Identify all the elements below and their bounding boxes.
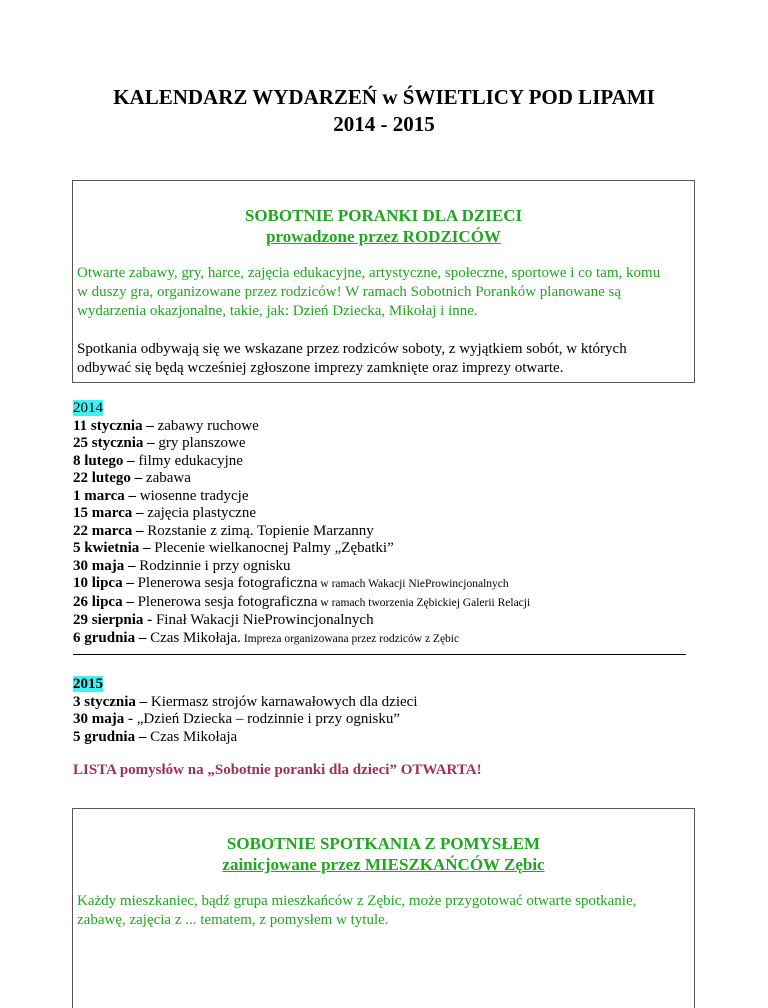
section-box-sobotnie-poranki xyxy=(72,180,695,383)
list-item: 3 stycznia – Kiermasz strojów karnawałowych dla dzieci xyxy=(73,693,418,710)
text-line: w duszy gra, organizowane przez rodziców! W ramach Sobotnich Poranków planowane są xyxy=(77,284,621,300)
list-item: 8 lutego – filmy edukacyjne xyxy=(73,452,243,469)
list-item: 30 maja – Rodzinnie i przy ognisku xyxy=(73,557,291,574)
list-item: 15 marca – zajęcia plastyczne xyxy=(73,505,256,521)
list-item: 5 grudnia – Czas Mikołaja xyxy=(73,728,238,745)
text-line: Spotkania odbywają się we wskazane przez rodziców soboty, z wyjątkiem sobót, w których xyxy=(77,341,627,357)
list-item: 26 lipca – Plenerowa sesja fotograficzna w ramach tworzenia Zębickiej Galerii Relacji xyxy=(73,593,531,610)
text-line: odbywać się będą wcześniej zgłoszone imprezy zamknięte oraz imprezy otwarte. xyxy=(77,360,564,376)
text-line: Każdy mieszkaniec, bądź grupa mieszkańców z Zębic, może przygotować otwarte spotkanie, xyxy=(77,893,637,909)
section-schedule-note xyxy=(73,340,694,378)
list-item: 11 stycznia – zabawy ruchowe xyxy=(73,417,259,434)
year-label: 2014 xyxy=(73,400,103,416)
section-heading-title: SOBOTNIE SPOTKANIA Z POMYSŁEM xyxy=(226,834,541,853)
list-item: 30 maja - „Dzień Dziecka – rodzinnie i przy ognisku” xyxy=(73,711,400,727)
section-heading xyxy=(73,833,694,875)
section-heading-subtitle: prowadzone przez RODZICÓW xyxy=(266,227,501,246)
year-label: 2015 xyxy=(73,676,103,692)
title-line-1: KALENDARZ WYDARZEŃ w ŚWIETLICY POD LIPAMI xyxy=(113,85,655,109)
text-line: Otwarte zabawy, gry, harce, zajęcia edukacyjne, artystyczne, społeczne, sportowe i co tam, komu xyxy=(77,265,661,281)
list-item: 10 lipca – Plenerowa sesja fotograficzna w ramach Wakacji NieProwincjonalnych xyxy=(73,575,509,591)
divider xyxy=(73,654,686,655)
section-heading xyxy=(73,205,694,247)
events-list-2015 xyxy=(73,676,418,746)
section-description xyxy=(73,264,694,321)
section-box-spotkania-z-pomyslem xyxy=(72,808,695,1008)
page-title xyxy=(0,84,768,138)
ideas-list-announcement: LISTA pomysłów na „Sobotnie poranki dla dzieci” OTWARTA! xyxy=(73,762,482,778)
section-description xyxy=(73,892,694,930)
list-item: 5 kwietnia – Plecenie wielkanocnej Palmy „Zębatki” xyxy=(73,540,394,556)
list-item: 29 sierpnia - Finał Wakacji NieProwincjonalnych xyxy=(73,612,374,628)
list-item: 25 stycznia – gry planszowe xyxy=(73,435,246,451)
title-line-2: 2014 - 2015 xyxy=(333,112,435,136)
list-item: 22 marca – Rozstanie z zimą. Topienie Marzanny xyxy=(73,522,374,539)
text-line: zabawę, zajęcia z ... tematem, z pomysłem w tytule. xyxy=(77,912,389,928)
section-heading-title: SOBOTNIE PORANKI DLA DZIECI xyxy=(244,206,523,225)
list-item: 1 marca – wiosenne tradycje xyxy=(73,487,249,504)
events-list-2014 xyxy=(73,400,530,648)
list-item: 6 grudnia – Czas Mikołaja. Impreza organizowana przez rodziców z Zębic xyxy=(73,629,460,646)
text-line: wydarzenia okazjonalne, takie, jak: Dzień Dziecka, Mikołaj i inne. xyxy=(77,303,478,319)
list-item: 22 lutego – zabawa xyxy=(73,470,191,486)
section-heading-subtitle: zainicjowane przez MIESZKAŃCÓW Zębic xyxy=(222,855,545,874)
